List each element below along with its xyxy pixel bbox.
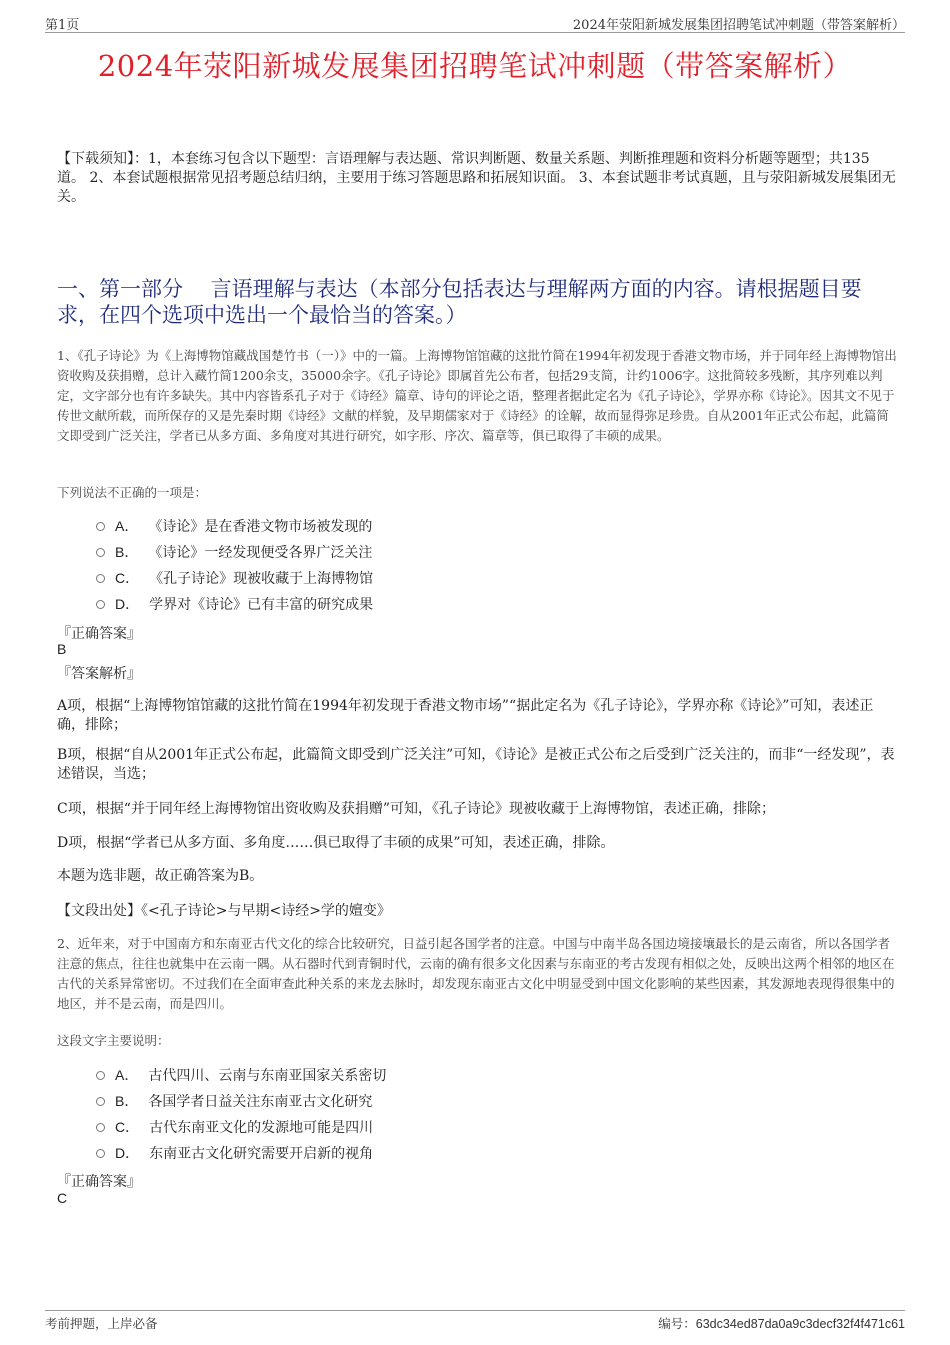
question-1-option-d[interactable] <box>96 594 373 614</box>
footer-code <box>658 1314 905 1332</box>
section-heading: 一、第一部分 言语理解与表达（本部分包括表达与理解两方面的内容。请根据题目要求，在四个选项中选出一个最恰当的答案。） <box>57 277 862 327</box>
option-text: 古代四川、云南与东南亚国家关系密切 <box>148 1068 387 1084</box>
option-letter: B． <box>115 544 139 560</box>
option-text: 东南亚古文化研究需要开启新的视角 <box>149 1146 374 1162</box>
question-1-analysis-c: C项，根据“并于同年经上海博物馆出资收购及获捐赠”可知，《孔子诗论》现被收藏于上海博物馆，表述正确，排除； <box>57 801 776 817</box>
question-1-source: 【文段出处】《<孔子诗论>与早期<诗经>学的嬗变》 <box>57 903 391 919</box>
question-1-passage: 1、《孔子诗论》为《上海博物馆藏战国楚竹书（一）》中的一篇。上海博物馆馆藏的这批竹简在1994年初发现于香港文物市场，并于同年经上海博物馆出资收购及获捐赠，总计入藏竹简1200余支，35000余字。《孔子诗论》即属首先公布者，包括29支简，计约1006字。这批简较多残断，其序列难以判定，文字部分也有许多缺失。其中内容皆系孔子对于《诗经》篇章、诗句的评论之语，整理者据此定名为《孔子诗论》，学界亦称《诗论》。因其文不见于传世文献所载，而所保存的又是先秦时期《诗经》文献的样貌，及早期儒家对于《诗经》的诠解，故而显得弥足珍贵。自从2001年正式公布起，此篇简文即受到广泛关注，学者已从多方面、多角度对其进行研究，如字形、序次、篇章等，俱已取得了丰硕的成果。 <box>57 348 897 443</box>
option-letter: B． <box>115 1093 139 1109</box>
radio-icon[interactable] <box>96 548 105 557</box>
header-divider <box>45 32 905 33</box>
option-text: 各国学者日益关注东南亚古文化研究 <box>148 1094 373 1110</box>
question-2-answer: C <box>57 1190 68 1206</box>
option-letter: D． <box>115 596 140 612</box>
question-2-prompt: 这段文字主要说明： <box>57 1033 170 1048</box>
question-1-option-b[interactable] <box>96 542 372 562</box>
question-1-analysis-label: 『答案解析』 <box>57 666 141 682</box>
radio-icon[interactable] <box>96 574 105 583</box>
question-2-option-c[interactable] <box>96 1117 373 1137</box>
download-notice: 【下载须知】：1，本套练习包含以下题型：言语理解与表达题、常识判断题、数量关系题、判断推理题和资料分析题等题型；共135道。 2、本套试题根据常见招考题总结归纳，主要用于练习答题思路和拓展知识面。 3、本套试题非考试真题，且与荥阳新城发展集团无关。 <box>57 151 896 205</box>
question-2-option-d[interactable] <box>96 1143 373 1163</box>
question-2-option-a[interactable] <box>96 1065 386 1085</box>
question-1-analysis-d: D项，根据“学者已从多方面、多角度……俱已取得了丰硕的成果”可知，表述正确，排除。 <box>57 835 615 851</box>
option-text: 学界对《诗论》已有丰富的研究成果 <box>149 597 374 613</box>
page-title: 2024年荥阳新城发展集团招聘笔试冲刺题（带答案解析） <box>97 49 853 83</box>
option-text: 古代东南亚文化的发源地可能是四川 <box>149 1120 374 1136</box>
radio-icon[interactable] <box>96 1123 105 1132</box>
question-1-analysis-b: B项，根据“自从2001年正式公布起，此篇简文即受到广泛关注”可知，《诗论》是被正式公布之后受到广泛关注的，而非“一经发现”，表述错误，当选； <box>57 747 895 782</box>
option-letter: D． <box>115 1145 140 1161</box>
option-text: 《诗论》是在香港文物市场被发现的 <box>148 519 373 535</box>
question-2-passage: 2、近年来，对于中国南方和东南亚古代文化的综合比较研究，日益引起各国学者的注意。中国与中南半岛各国边境接壤最长的是云南省，所以各国学者注意的焦点，往往也就集中在云南一隅。从石器时代到青铜时代，云南的确有很多文化因素与东南亚的考古发现有相似之处，反映出这两个相邻的地区在古代的关系异常密切。不过我们在全面审查此种关系的来龙去脉时，却发现东南亚古文化中明显受到中国文化影响的某些因素，其发源地表现得很集中的地区，并不是云南，而是四川。 <box>57 936 895 1011</box>
page-number: 第1页 <box>45 18 80 33</box>
question-1-answer: B <box>57 641 67 657</box>
option-text: 《孔子诗论》现被收藏于上海博物馆 <box>149 571 374 587</box>
footer-code-value: 63dc34ed87da0a9c3decf32f4f471c61 <box>695 1317 905 1331</box>
option-letter: C． <box>115 570 140 586</box>
question-1-conclusion: 本题为选非题，故正确答案为B。 <box>57 868 264 884</box>
question-1-analysis-a: A项，根据“上海博物馆馆藏的这批竹简在1994年初发现于香港文物市场”“据此定名为《孔子诗论》，学界亦称《诗论》”可知，表述正确，排除； <box>57 698 874 733</box>
option-letter: A． <box>115 518 139 534</box>
question-1-prompt: 下列说法不正确的一项是： <box>57 485 208 500</box>
radio-icon[interactable] <box>96 1149 105 1158</box>
footer-slogan: 考前押题，上岸必备 <box>45 1316 158 1331</box>
footer-code-label: 编号： <box>658 1316 696 1331</box>
question-1-option-c[interactable] <box>96 568 373 588</box>
radio-icon[interactable] <box>96 522 105 531</box>
question-2-answer-label: 『正确答案』 <box>57 1174 141 1190</box>
question-1-option-a[interactable] <box>96 516 372 536</box>
option-letter: C． <box>115 1119 140 1135</box>
option-letter: A． <box>115 1067 139 1083</box>
radio-icon[interactable] <box>96 1097 105 1106</box>
footer-divider <box>45 1310 905 1311</box>
radio-icon[interactable] <box>96 1071 105 1080</box>
question-2-option-b[interactable] <box>96 1091 372 1111</box>
question-1-answer-label: 『正确答案』 <box>57 626 141 642</box>
option-text: 《诗论》一经发现便受各界广泛关注 <box>148 545 373 561</box>
header-doc-title: 2024年荥阳新城发展集团招聘笔试冲刺题（带答案解析） <box>572 18 905 33</box>
radio-icon[interactable] <box>96 600 105 609</box>
